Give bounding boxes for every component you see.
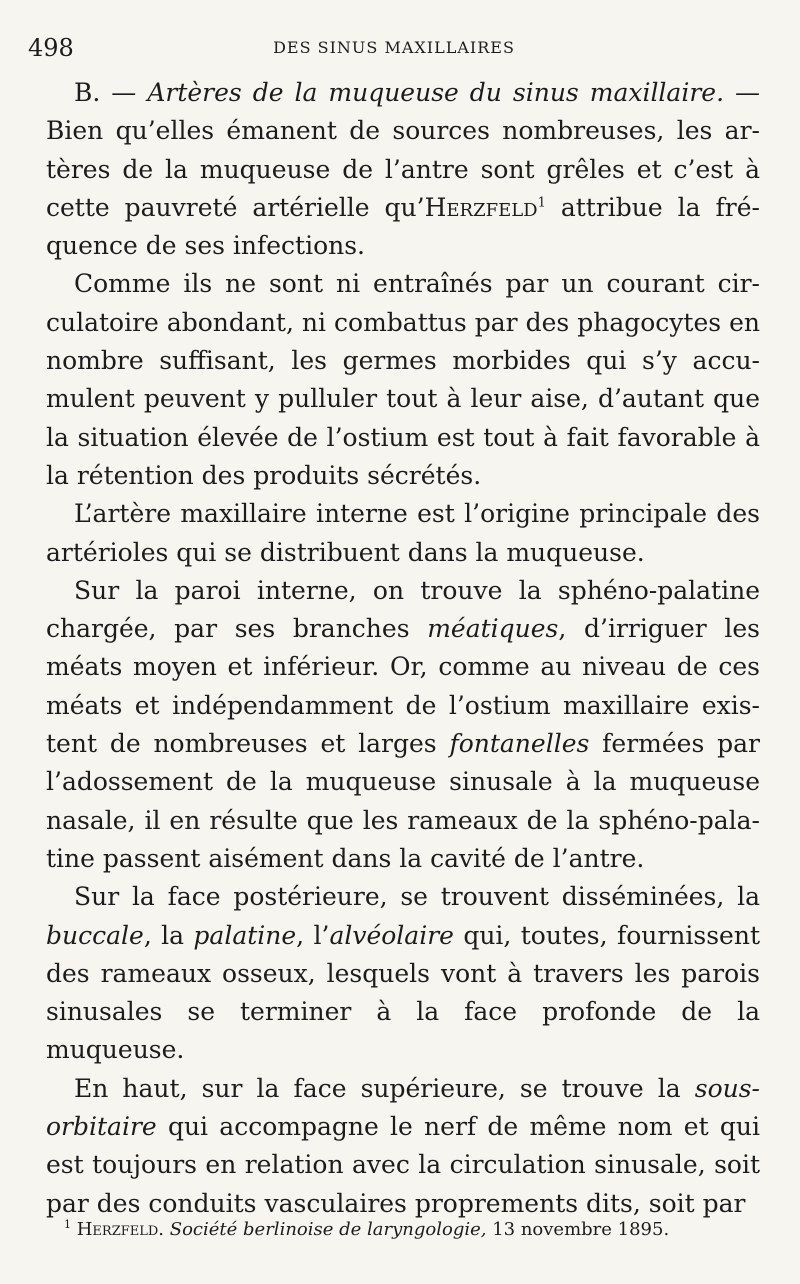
- paragraph-4: [46, 572, 760, 878]
- footnote-author: Herzfeld.: [76, 1219, 165, 1240]
- paragraph-2: Comme ils ne sont ni entraînés par un courant circulatoire abondant, ni combattus par des phagocytes en nombre suffisant, les germes morbides qui s’y accumulent peuvent y pulluler tout à leur aise, d’autant que la situation élevée de l’ostium est tout à fait favorable à la rétention des produits sécrétés.: [46, 269, 760, 490]
- term-fontanelles: fontanelles: [449, 729, 590, 759]
- section-label: B. —: [74, 78, 137, 107]
- section-dash: —: [724, 78, 761, 107]
- paragraph-1-text: Bien qu’elles émanent de sources nombreuses, les artères de la muqueuse de l’antre sont grêles et c’est à cette pauvreté artérielle qu’: [46, 116, 760, 222]
- paragraph-5: [46, 878, 760, 1069]
- paragraph-5-text-c: , l’: [296, 920, 330, 950]
- footnote-marker: 1: [64, 1218, 71, 1231]
- paragraph-6: [46, 1070, 760, 1223]
- paragraph-5-text-a: Sur la face postérieure, se trouvent disséminées, la: [74, 882, 760, 912]
- term-sous-orbitaire: sous-orbitaire: [46, 1073, 760, 1142]
- body-text: [46, 74, 760, 1223]
- footnote-journal: Société berlinoise de laryngologie,: [169, 1219, 487, 1240]
- paragraph-6-text-b: qui accompagne le nerf de même nom et qui est toujours en relation avec la circulation sinusale, soit par des conduits vasculaires proprements dits, soit par: [46, 1112, 760, 1218]
- paragraph-1: [46, 74, 760, 265]
- page-number: 498: [28, 34, 74, 62]
- paragraph-5-text-b: , la: [143, 920, 194, 950]
- paragraph-4-text-b: , d’irriguer les méats moyen et inférieur. Or, comme au niveau de ces méats et indépendamment de l’ostium maxillaire existent de nombreuses et larges: [46, 614, 760, 759]
- term-meatiques: méatiques: [427, 614, 559, 644]
- term-alveolaire: alvéolaire: [329, 920, 454, 950]
- footnote-ref: 1: [537, 195, 546, 211]
- footnote: [64, 1218, 744, 1242]
- paragraph-4-text-a: Sur la paroi interne, on trouve la sphéno-palatine chargée, par ses branches: [46, 575, 760, 644]
- paragraph-3: L’artère maxillaire interne est l’origine principale des artérioles qui se distribuent dans la muqueuse.: [46, 499, 760, 567]
- paragraph-6-text-a: En haut, sur la face supérieure, se trouve la: [74, 1073, 695, 1103]
- paragraph-5-text-d: qui, toutes, fournissent des rameaux osseux, lesquels vont à travers les parois sinusales se terminer à la face profonde de la muqueuse.: [46, 920, 760, 1065]
- page-header: [28, 34, 760, 64]
- term-buccale: buccale: [46, 920, 144, 950]
- author-name: Herzfeld: [424, 192, 538, 222]
- footnote-date: 13 novembre 1895.: [486, 1219, 670, 1240]
- paragraph-4-text-c: fermées par l’adossement de la muqueuse sinusale à la muqueuse nasale, il en résulte que les rameaux de la sphéno-palatine passent aisément dans la cavité de l’antre.: [46, 729, 760, 873]
- term-palatine: palatine: [193, 920, 297, 950]
- section-title: Artères de la muqueuse du sinus maxillaire.: [147, 78, 725, 107]
- running-head: DES SINUS MAXILLAIRES: [273, 38, 515, 57]
- paragraph-1-tail: attribue la fréquence de ses infections.: [46, 192, 760, 261]
